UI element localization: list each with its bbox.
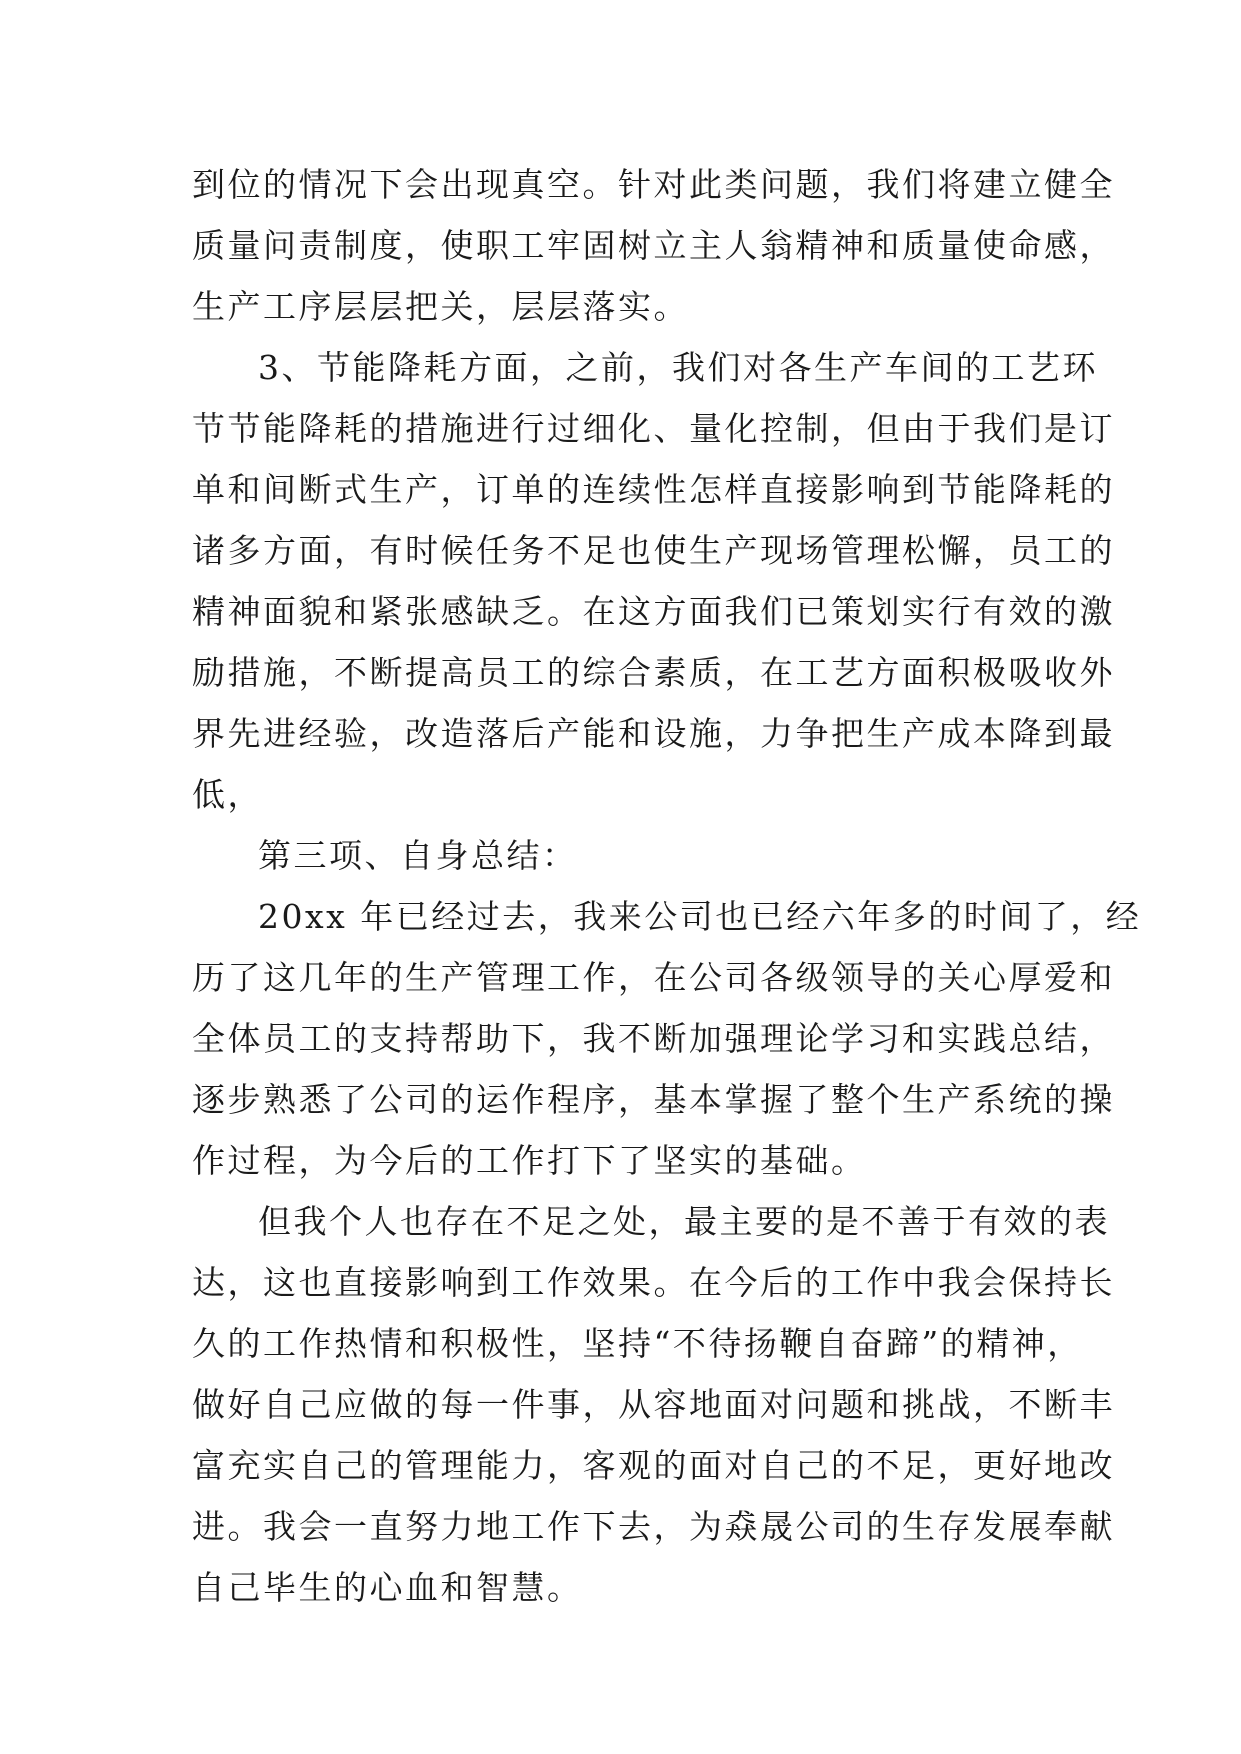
text-line: 久的工作热情和积极性，坚持“不待扬鞭自奋蹄”的精神， bbox=[192, 1324, 1083, 1363]
text-line: 诸多方面，有时候任务不足也使生产现场管理松懈，员工的 bbox=[192, 531, 1115, 570]
text-line: 到位的情况下会出现真空。针对此类问题，我们将建立健全 bbox=[192, 165, 1115, 204]
text-line: 历了这几年的生产管理工作，在公司各级领导的关心厚爱和 bbox=[192, 958, 1115, 997]
text-line: 进。我会一直努力地工作下去，为猋晟公司的生存发展奉献 bbox=[192, 1507, 1115, 1546]
text-line: 界先进经验，改造落后产能和设施，力争把生产成本降到最 bbox=[192, 714, 1115, 753]
text-line: 节节能降耗的措施进行过细化、量化控制，但由于我们是订 bbox=[192, 409, 1115, 448]
text-line: 3、节能降耗方面，之前，我们对各生产车间的工艺环 bbox=[258, 348, 1098, 387]
text-line: 做好自己应做的每一件事，从容地面对问题和挑战，不断丰 bbox=[192, 1385, 1115, 1424]
text-line: 自己毕生的心血和智慧。 bbox=[192, 1568, 583, 1607]
text-line: 精神面貌和紧张感缺乏。在这方面我们已策划实行有效的激 bbox=[192, 592, 1115, 631]
document-body bbox=[192, 154, 1142, 1618]
text-line: 励措施，不断提高员工的综合素质，在工艺方面积极吸收外 bbox=[192, 653, 1115, 692]
text-line: 但我个人也存在不足之处，最主要的是不善于有效的表 bbox=[258, 1202, 1110, 1241]
text-line: 单和间断式生产，订单的连续性怎样直接影响到节能降耗的 bbox=[192, 470, 1115, 509]
text-line: 全体员工的支持帮助下，我不断加强理论学习和实践总结， bbox=[192, 1019, 1115, 1058]
text-line: 质量问责制度，使职工牢固树立主人翁精神和质量使命感， bbox=[192, 226, 1115, 265]
section-heading: 第三项、自身总结： bbox=[258, 836, 578, 875]
text-line: 达，这也直接影响到工作效果。在今后的工作中我会保持长 bbox=[192, 1263, 1115, 1302]
text-line: 富充实自己的管理能力，客观的面对自己的不足，更好地改 bbox=[192, 1446, 1115, 1485]
text-line: 20xx 年已经过去，我来公司也已经六年多的时间了，经 bbox=[258, 897, 1142, 936]
text-line: 生产工序层层把关，层层落实。 bbox=[192, 287, 689, 326]
text-line: 逐步熟悉了公司的运作程序，基本掌握了整个生产系统的操 bbox=[192, 1080, 1115, 1119]
text-line: 作过程，为今后的工作打下了坚实的基础。 bbox=[192, 1141, 867, 1180]
text-line: 低， bbox=[192, 775, 263, 814]
